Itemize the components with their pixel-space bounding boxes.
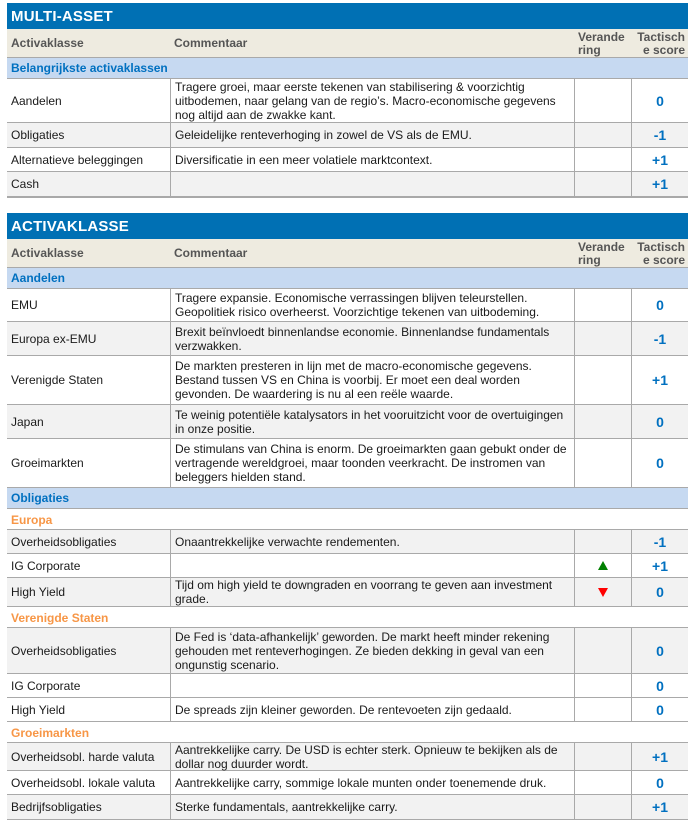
score-cell: 0 [631,698,688,721]
asset-name: High Yield [11,702,66,717]
table-row [7,698,688,722]
comment-cell: Te weinig potentiële katalysators in het vooruitzicht voor de overtuigingen in onze positie. [170,405,574,438]
asset-name: Overheidsobl. harde valuta [11,749,155,764]
change-cell [574,795,631,819]
table-row [7,628,688,674]
change-cell [574,322,631,355]
table-row [7,148,688,172]
score-cell: +1 [631,172,688,196]
table-header-row [7,29,688,58]
change-cell [574,148,631,171]
change-cell [574,172,631,196]
change-cell [574,771,631,794]
comment-cell: Aantrekkelijke carry. De USD is echter sterk. Opnieuw te bekijken als de dollar nog duurder wordt. [170,743,574,770]
table-row [7,289,688,322]
comment-cell: Aantrekkelijke carry, sommige lokale munten onder toenemende druk. [170,771,574,794]
comment-cell: Diversificatie in een meer volatiele marktcontext. [170,148,574,171]
asset-name: Obligaties [11,128,65,142]
table-row [7,554,688,578]
subsection-europe: Europa [7,509,688,530]
table-row [7,322,688,356]
table-row [7,578,688,607]
activaklasse-table [7,213,688,820]
table-row [7,123,688,148]
change-cell [574,554,631,577]
table-row [7,172,688,198]
subsection-emerging: Groeimarkten [7,722,688,743]
asset-name: Europa ex-EMU [11,331,97,346]
score-cell: +1 [631,148,688,171]
asset-name: Alternatieve beleggingen [11,152,144,167]
comment-cell: De stimulans van China is enorm. De groeimarkten gaan gebukt onder de vertragende wereldgroei, maar toonden veerkracht. De instromen van beleggers hielden stand. [170,439,574,487]
change-cell [574,530,631,553]
score-cell: -1 [631,123,688,147]
table-row [7,743,688,771]
table-row [7,795,688,820]
table-header-row [7,239,688,268]
change-cell [574,628,631,673]
asset-name: IG Corporate [11,558,81,573]
header-score: Tactisch e score [637,30,685,57]
change-cell [574,405,631,438]
header-asset-class: Activaklasse [11,246,84,260]
multi-asset-title: MULTI-ASSET [7,3,688,29]
score-cell: 0 [631,79,688,122]
comment-cell: Tragere groei, maar eerste tekenen van stabilisering & voorzichtig uitbodemen, naar gelang van de regio’s. Macro-economische gegevens nog altijd aan de zwakke kant. [170,79,574,122]
asset-name: Overheidsobligaties [11,534,117,549]
score-cell: 0 [631,405,688,438]
score-cell: -1 [631,322,688,355]
change-cell [574,698,631,721]
asset-name: Japan [11,414,44,429]
score-cell: 0 [631,289,688,321]
asset-name: Aandelen [11,93,62,108]
change-cell [574,356,631,404]
arrow-down-icon [598,588,608,597]
section-heading-bonds: Obligaties [7,488,688,509]
comment-cell: De spreads zijn kleiner geworden. De rentevoeten zijn gedaald. [170,698,574,721]
comment-cell [170,172,574,196]
asset-name: IG Corporate [11,678,81,693]
header-change: Verande ring [578,30,625,57]
section-heading: Belangrijkste activaklassen [7,58,688,79]
table-row [7,674,688,698]
table-row [7,530,688,554]
comment-cell: Sterke fundamentals, aantrekkelijke carry. [170,795,574,819]
change-cell [574,743,631,770]
comment-cell: Brexit beïnvloedt binnenlandse economie. Binnenlandse fundamentals verzwakken. [170,322,574,355]
comment-cell: De Fed is ‘data-afhankelijk’ geworden. De markt heeft minder rekening gehouden met renteverhogingen. Ze bieden dekking in geval van een ongunstig scenario. [170,628,574,673]
header-change: Verande ring [578,240,625,267]
activaklasse-title: ACTIVAKLASSE [7,213,688,239]
comment-cell [170,674,574,697]
header-comment: Commentaar [174,36,248,50]
table-row [7,439,688,488]
asset-name: Overheidsobl. lokale valuta [11,775,156,790]
subsection-us: Verenigde Staten [7,607,688,628]
comment-cell: De markten presteren in lijn met de macro-economische gegevens. Bestand tussen VS en China is voorbij. Er moet een deal worden gevonden. De waardering is nu al een reële waarde. [170,356,574,404]
table-row [7,356,688,405]
header-comment: Commentaar [174,246,248,260]
comment-cell [170,554,574,577]
score-cell: 0 [631,439,688,487]
score-cell: 0 [631,771,688,794]
score-cell: +1 [631,554,688,577]
comment-cell: Onaantrekkelijke verwachte rendementen. [170,530,574,553]
change-cell [574,79,631,122]
comment-cell: Geleidelijke renteverhoging in zowel de VS als de EMU. [170,123,574,147]
score-cell: 0 [631,578,688,606]
table-row [7,79,688,123]
multi-asset-table [7,3,688,198]
score-cell: -1 [631,530,688,553]
comment-cell: Tijd om high yield te downgraden en voorrang te geven aan investment grade. [170,578,574,606]
change-cell [574,439,631,487]
score-cell: 0 [631,674,688,697]
change-cell [574,289,631,321]
asset-name: High Yield [11,585,66,599]
table-row [7,771,688,795]
asset-name: Cash [11,177,40,191]
score-cell: +1 [631,743,688,770]
score-cell: +1 [631,356,688,404]
change-cell [574,123,631,147]
score-cell: +1 [631,795,688,819]
asset-name: Groeimarkten [11,456,84,470]
header-score: Tactisch e score [637,240,685,267]
table-row [7,405,688,439]
comment-cell: Tragere expansie. Economische verrassingen blijven teleurstellen. Geopolitiek risico overheerst. Voorzichtige tekenen van uitbodeming. [170,289,574,321]
arrow-up-icon [598,561,608,570]
asset-name: Verenigde Staten [11,373,104,387]
section-heading-equities: Aandelen [7,268,688,289]
header-asset-class: Activaklasse [11,36,84,50]
asset-name: Bedrijfsobligaties [11,800,102,814]
score-cell: 0 [631,628,688,673]
change-cell [574,674,631,697]
asset-name: Overheidsobligaties [11,643,117,658]
change-cell [574,578,631,606]
asset-name: EMU [11,298,38,312]
